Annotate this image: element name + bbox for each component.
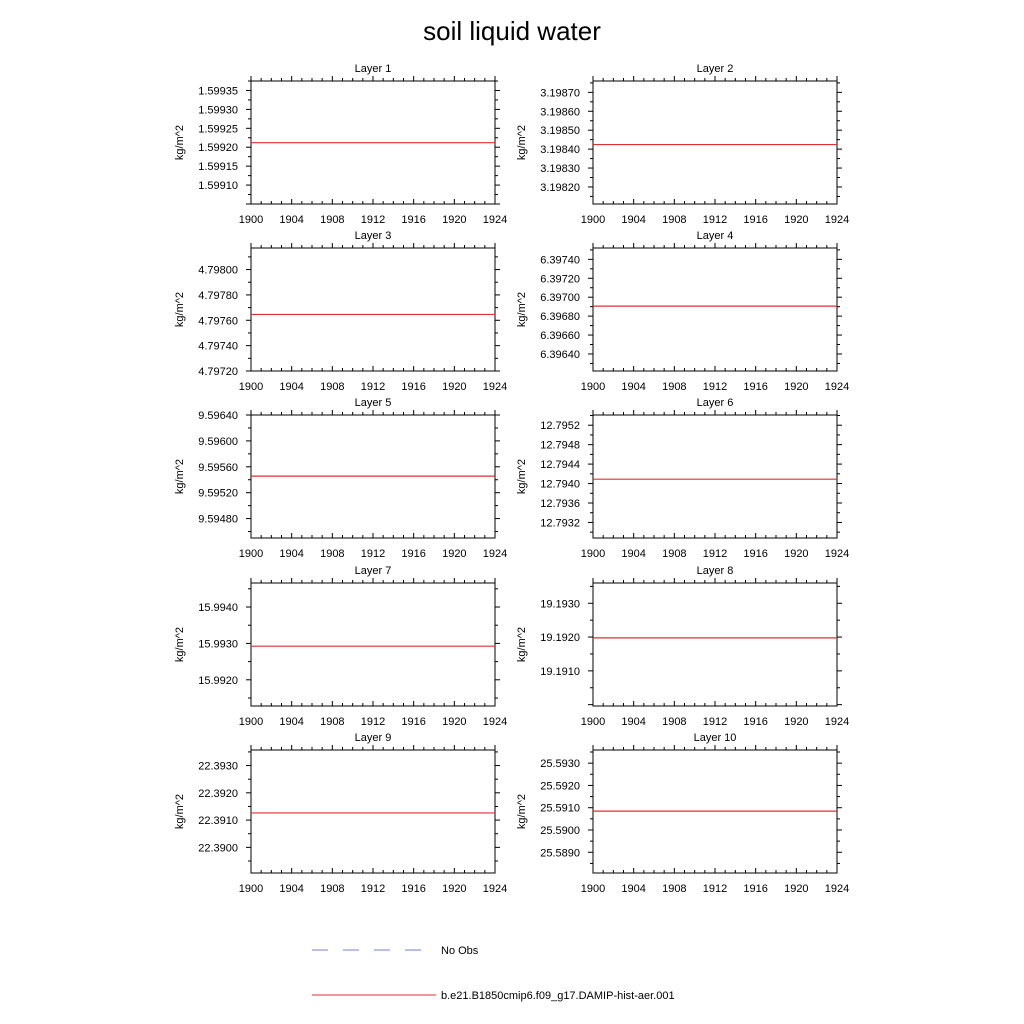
y-tick-label: 4.79760 (198, 315, 238, 328)
plot-frame (593, 81, 837, 204)
x-tick-label: 1908 (662, 883, 687, 895)
y-tick-label: 1.59935 (198, 85, 238, 98)
x-tick-label: 1912 (702, 381, 728, 393)
x-tick-label: 1900 (580, 214, 606, 226)
y-tick-label: 12.7952 (540, 420, 580, 433)
x-tick-label: 1924 (482, 883, 508, 895)
x-tick-label: 1908 (320, 883, 345, 895)
panel-title: Layer 1 (354, 63, 392, 75)
panel-title: Layer 8 (696, 565, 734, 577)
x-tick-label: 1912 (360, 381, 386, 393)
y-axis-label: kg/m^2 (516, 124, 528, 161)
panels (174, 63, 849, 895)
panel-title: Layer 3 (354, 230, 392, 242)
y-tick-label: 4.79720 (198, 366, 238, 378)
plot-frame (593, 583, 837, 706)
x-tick-label: 1924 (824, 716, 850, 728)
y-tick-label: 3.19850 (540, 125, 580, 138)
y-tick-label: 25.5930 (540, 758, 580, 771)
x-tick-label: 1920 (442, 548, 467, 560)
x-tick-label: 1908 (320, 381, 345, 393)
y-tick-label: 3.19820 (540, 181, 580, 194)
y-tick-label: 1.59925 (198, 123, 238, 136)
x-tick-label: 1916 (401, 548, 426, 560)
plot-frame (251, 248, 495, 371)
y-tick-label: 25.5920 (540, 780, 580, 793)
y-tick-label: 9.59520 (198, 487, 238, 500)
panel-layer-10 (516, 732, 849, 895)
x-tick-label: 1900 (238, 381, 264, 393)
x-tick-label: 1908 (320, 548, 345, 560)
y-tick-label: 1.59930 (198, 104, 238, 117)
x-tick-label: 1916 (401, 883, 426, 895)
x-tick-label: 1904 (279, 548, 304, 560)
x-tick-label: 1904 (621, 214, 646, 226)
x-tick-label: 1920 (784, 214, 809, 226)
y-axis-label: kg/m^2 (174, 626, 186, 663)
x-tick-label: 1916 (743, 548, 768, 560)
y-tick-label: 22.3900 (198, 842, 238, 855)
chart-title: soil liquid water (423, 16, 601, 46)
x-tick-label: 1916 (743, 883, 768, 895)
y-tick-label: 12.7936 (540, 497, 580, 510)
x-tick-label: 1924 (482, 548, 508, 560)
y-tick-label: 1.59920 (198, 142, 238, 155)
y-tick-label: 12.7948 (540, 439, 580, 452)
y-tick-label: 3.19830 (540, 163, 580, 176)
y-tick-label: 4.79740 (198, 340, 238, 353)
x-tick-label: 1912 (360, 214, 386, 226)
y-tick-label: 12.7944 (540, 459, 580, 472)
x-tick-label: 1904 (279, 883, 304, 895)
y-axis-label: kg/m^2 (516, 291, 528, 328)
x-tick-label: 1916 (743, 716, 768, 728)
y-tick-label: 25.5890 (540, 847, 580, 860)
x-tick-label: 1904 (279, 381, 304, 393)
y-tick-label: 22.3910 (198, 815, 238, 828)
x-tick-label: 1900 (238, 214, 264, 226)
x-tick-label: 1916 (401, 214, 426, 226)
y-tick-label: 22.3920 (198, 787, 238, 800)
y-tick-label: 6.39640 (540, 348, 580, 361)
x-tick-label: 1900 (580, 716, 606, 728)
panel-title: Layer 5 (354, 397, 392, 409)
x-tick-label: 1904 (279, 716, 304, 728)
y-tick-label: 3.19840 (540, 144, 580, 157)
y-tick-label: 9.59600 (198, 435, 238, 448)
x-tick-label: 1916 (401, 716, 426, 728)
y-tick-label: 9.59480 (198, 513, 238, 526)
x-tick-label: 1920 (784, 548, 809, 560)
y-tick-label: 3.19870 (540, 87, 580, 100)
x-tick-label: 1904 (621, 548, 646, 560)
x-tick-label: 1920 (442, 716, 467, 728)
y-tick-label: 6.39740 (540, 254, 580, 267)
y-tick-label: 6.39680 (540, 311, 580, 324)
x-tick-label: 1912 (702, 548, 728, 560)
x-tick-label: 1912 (702, 883, 728, 895)
y-axis-label: kg/m^2 (516, 793, 528, 830)
y-tick-label: 9.59560 (198, 461, 238, 474)
panel-layer-1 (174, 63, 507, 226)
y-tick-label: 12.7940 (540, 478, 580, 491)
y-axis-label: kg/m^2 (174, 291, 186, 328)
panel-title: Layer 7 (354, 565, 392, 577)
x-tick-label: 1924 (482, 716, 508, 728)
y-axis-label: kg/m^2 (174, 793, 186, 830)
x-tick-label: 1912 (702, 214, 728, 226)
legend-label-no-obs: No Obs (441, 945, 479, 957)
x-tick-label: 1924 (824, 883, 850, 895)
x-tick-label: 1904 (621, 883, 646, 895)
x-tick-label: 1908 (662, 716, 687, 728)
y-tick-label: 19.1920 (540, 632, 580, 645)
y-axis-label: kg/m^2 (516, 458, 528, 495)
x-tick-label: 1908 (320, 716, 345, 728)
x-tick-label: 1924 (824, 548, 850, 560)
x-tick-label: 1920 (442, 381, 467, 393)
y-tick-label: 9.59640 (198, 410, 238, 422)
x-tick-label: 1924 (482, 214, 508, 226)
x-tick-label: 1912 (360, 548, 386, 560)
y-tick-label: 25.5900 (540, 824, 580, 837)
y-tick-label: 3.19860 (540, 106, 580, 119)
x-tick-label: 1924 (824, 214, 850, 226)
x-tick-label: 1900 (238, 548, 264, 560)
y-tick-label: 6.39720 (540, 273, 580, 286)
y-tick-label: 1.59915 (198, 161, 238, 174)
x-tick-label: 1924 (482, 381, 508, 393)
x-tick-label: 1912 (702, 716, 728, 728)
panel-layer-3 (174, 230, 507, 393)
x-tick-label: 1908 (320, 214, 345, 226)
panel-title: Layer 9 (354, 732, 392, 744)
plot-frame (251, 750, 495, 873)
x-tick-label: 1904 (621, 381, 646, 393)
x-tick-label: 1900 (238, 883, 264, 895)
legend-label-model: b.e21.B1850cmip6.f09_g17.DAMIP-hist-aer.001 (441, 990, 675, 1002)
y-tick-label: 19.1930 (540, 598, 580, 611)
y-tick-label: 6.39700 (540, 292, 580, 305)
x-tick-label: 1908 (662, 381, 687, 393)
x-tick-label: 1920 (784, 716, 809, 728)
panel-layer-6 (516, 397, 849, 560)
x-tick-label: 1912 (360, 883, 386, 895)
y-axis-label: kg/m^2 (174, 458, 186, 495)
y-tick-label: 4.79780 (198, 289, 238, 302)
x-tick-label: 1900 (580, 548, 606, 560)
x-tick-label: 1904 (279, 214, 304, 226)
legend (312, 945, 675, 1002)
x-tick-label: 1900 (580, 381, 606, 393)
panel-layer-8 (516, 565, 849, 728)
x-tick-label: 1916 (743, 214, 768, 226)
panel-title: Layer 6 (696, 397, 734, 409)
x-tick-label: 1904 (621, 716, 646, 728)
y-tick-label: 15.9920 (198, 674, 238, 687)
plot-frame (593, 415, 837, 538)
plot-frame (251, 583, 495, 706)
y-tick-label: 15.9940 (198, 602, 238, 615)
x-tick-label: 1900 (580, 883, 606, 895)
x-tick-label: 1900 (238, 716, 264, 728)
x-tick-label: 1920 (442, 883, 467, 895)
panel-layer-9 (174, 732, 507, 895)
x-tick-label: 1920 (784, 381, 809, 393)
x-tick-label: 1920 (784, 883, 809, 895)
y-tick-label: 1.59910 (198, 180, 238, 193)
y-axis-label: kg/m^2 (174, 124, 186, 161)
plot-frame (593, 248, 837, 371)
panel-layer-4 (516, 230, 849, 393)
x-tick-label: 1908 (662, 548, 687, 560)
x-tick-label: 1912 (360, 716, 386, 728)
panel-title: Layer 2 (696, 63, 734, 75)
y-tick-label: 15.9930 (198, 638, 238, 651)
x-tick-label: 1908 (662, 214, 687, 226)
y-tick-label: 4.79800 (198, 264, 238, 277)
x-tick-label: 1920 (442, 214, 467, 226)
panel-title: Layer 4 (696, 230, 734, 242)
panel-title: Layer 10 (693, 732, 737, 744)
y-tick-label: 6.39660 (540, 330, 580, 343)
panel-layer-2 (516, 63, 849, 226)
x-tick-label: 1924 (824, 381, 850, 393)
panel-layer-7 (174, 565, 507, 728)
y-tick-label: 25.5910 (540, 802, 580, 815)
panel-layer-5 (174, 397, 507, 560)
y-tick-label: 12.7932 (540, 517, 580, 530)
y-tick-label: 22.3930 (198, 760, 238, 773)
x-tick-label: 1916 (401, 381, 426, 393)
y-axis-label: kg/m^2 (516, 626, 528, 663)
x-tick-label: 1916 (743, 381, 768, 393)
y-tick-label: 19.1910 (540, 665, 580, 678)
